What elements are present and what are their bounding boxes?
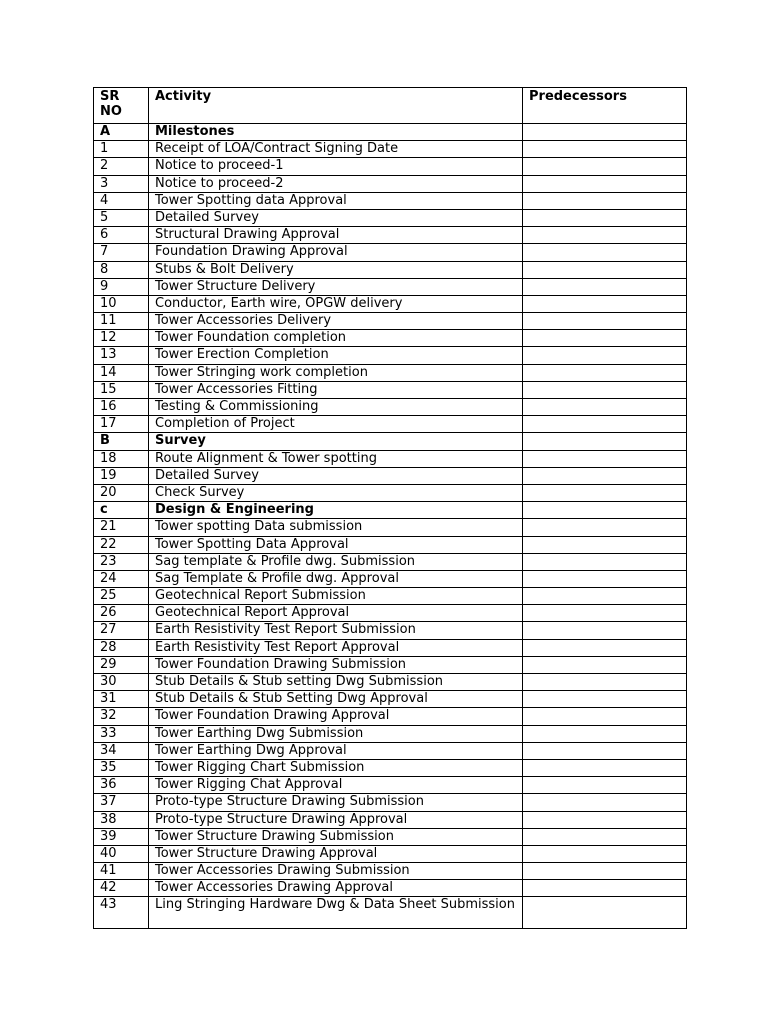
activity-cell: Design & Engineering bbox=[149, 502, 523, 519]
activity-cell: Receipt of LOA/Contract Signing Date bbox=[149, 141, 523, 158]
predecessors-cell bbox=[523, 845, 687, 862]
sr-no-cell: B bbox=[94, 433, 149, 450]
table-row bbox=[94, 777, 687, 794]
sr-no-cell: 33 bbox=[94, 725, 149, 742]
predecessors-cell bbox=[523, 553, 687, 570]
table-row bbox=[94, 450, 687, 467]
activity-cell: Milestones bbox=[149, 124, 523, 141]
predecessors-cell bbox=[523, 175, 687, 192]
sr-no-cell: 31 bbox=[94, 691, 149, 708]
sr-no-cell: 12 bbox=[94, 330, 149, 347]
predecessors-cell bbox=[523, 536, 687, 553]
activity-cell: Tower Earthing Dwg Approval bbox=[149, 742, 523, 759]
sr-no-cell: 30 bbox=[94, 674, 149, 691]
activity-cell: Structural Drawing Approval bbox=[149, 227, 523, 244]
table-row bbox=[94, 244, 687, 261]
table-row bbox=[94, 519, 687, 536]
predecessors-cell bbox=[523, 192, 687, 209]
activity-cell: Stub Details & Stub Setting Dwg Approval bbox=[149, 691, 523, 708]
activity-cell: Tower Foundation Drawing Approval bbox=[149, 708, 523, 725]
sr-no-cell: 22 bbox=[94, 536, 149, 553]
predecessors-cell bbox=[523, 725, 687, 742]
activity-cell: Stubs & Bolt Delivery bbox=[149, 261, 523, 278]
predecessors-cell bbox=[523, 399, 687, 416]
table-header-row bbox=[94, 88, 687, 124]
sr-no-cell: 14 bbox=[94, 364, 149, 381]
sr-no-cell: 20 bbox=[94, 484, 149, 501]
table-row bbox=[94, 845, 687, 862]
predecessors-cell bbox=[523, 691, 687, 708]
activity-cell: Earth Resistivity Test Report Approval bbox=[149, 639, 523, 656]
table-row bbox=[94, 209, 687, 226]
predecessors-cell bbox=[523, 777, 687, 794]
sr-no-cell: A bbox=[94, 124, 149, 141]
sr-no-cell: 8 bbox=[94, 261, 149, 278]
predecessors-cell bbox=[523, 416, 687, 433]
predecessors-cell bbox=[523, 381, 687, 398]
sr-no-cell: 5 bbox=[94, 209, 149, 226]
predecessors-cell bbox=[523, 244, 687, 261]
activity-cell: Geotechnical Report Submission bbox=[149, 588, 523, 605]
sr-no-cell: 39 bbox=[94, 828, 149, 845]
activity-cell: Tower Stringing work completion bbox=[149, 364, 523, 381]
activity-cell: Testing & Commissioning bbox=[149, 399, 523, 416]
sr-no-cell: 18 bbox=[94, 450, 149, 467]
sr-no-cell: 42 bbox=[94, 880, 149, 897]
sr-no-cell: 40 bbox=[94, 845, 149, 862]
table-row bbox=[94, 759, 687, 776]
activity-cell: Sag Template & Profile dwg. Approval bbox=[149, 570, 523, 587]
activity-cell: Tower Spotting data Approval bbox=[149, 192, 523, 209]
predecessors-cell bbox=[523, 759, 687, 776]
activity-cell: Tower Rigging Chart Submission bbox=[149, 759, 523, 776]
predecessors-cell bbox=[523, 708, 687, 725]
predecessors-cell bbox=[523, 897, 687, 929]
sr-no-cell: 25 bbox=[94, 588, 149, 605]
table-row bbox=[94, 278, 687, 295]
sr-no-cell: 7 bbox=[94, 244, 149, 261]
predecessors-cell bbox=[523, 742, 687, 759]
predecessors-cell bbox=[523, 588, 687, 605]
sr-no-cell: 36 bbox=[94, 777, 149, 794]
sr-no-cell: 24 bbox=[94, 570, 149, 587]
activity-cell: Ling Stringing Hardware Dwg & Data Sheet Submission bbox=[149, 897, 523, 929]
table-row bbox=[94, 141, 687, 158]
sr-no-cell: 21 bbox=[94, 519, 149, 536]
predecessors-cell bbox=[523, 570, 687, 587]
sr-no-cell: 27 bbox=[94, 622, 149, 639]
sr-no-cell: 4 bbox=[94, 192, 149, 209]
predecessors-cell bbox=[523, 605, 687, 622]
sr-no-cell: 17 bbox=[94, 416, 149, 433]
table-row bbox=[94, 416, 687, 433]
table-row bbox=[94, 261, 687, 278]
predecessors-cell bbox=[523, 674, 687, 691]
table-section-row bbox=[94, 502, 687, 519]
predecessors-cell bbox=[523, 295, 687, 312]
header-predecessors: Predecessors bbox=[523, 88, 687, 124]
predecessors-cell bbox=[523, 484, 687, 501]
table-row bbox=[94, 674, 687, 691]
table-row bbox=[94, 158, 687, 175]
sr-no-cell: 32 bbox=[94, 708, 149, 725]
table-row bbox=[94, 484, 687, 501]
predecessors-cell bbox=[523, 502, 687, 519]
predecessors-cell bbox=[523, 313, 687, 330]
table-row bbox=[94, 605, 687, 622]
predecessors-cell bbox=[523, 639, 687, 656]
table-row bbox=[94, 295, 687, 312]
predecessors-cell bbox=[523, 209, 687, 226]
activity-cell: Tower Structure Drawing Submission bbox=[149, 828, 523, 845]
table-body bbox=[94, 88, 687, 929]
sr-no-cell: 6 bbox=[94, 227, 149, 244]
table-row bbox=[94, 828, 687, 845]
activity-cell: Detailed Survey bbox=[149, 467, 523, 484]
sr-no-cell: c bbox=[94, 502, 149, 519]
table-row bbox=[94, 536, 687, 553]
predecessors-cell bbox=[523, 467, 687, 484]
activity-cell: Notice to proceed-2 bbox=[149, 175, 523, 192]
activity-cell: Tower Foundation completion bbox=[149, 330, 523, 347]
table-row bbox=[94, 639, 687, 656]
sr-no-cell: 19 bbox=[94, 467, 149, 484]
table-row bbox=[94, 347, 687, 364]
activity-cell: Tower Erection Completion bbox=[149, 347, 523, 364]
activity-cell: Route Alignment & Tower spotting bbox=[149, 450, 523, 467]
table-row bbox=[94, 691, 687, 708]
predecessors-cell bbox=[523, 330, 687, 347]
activity-cell: Notice to proceed-1 bbox=[149, 158, 523, 175]
table-row bbox=[94, 175, 687, 192]
sr-no-cell: 29 bbox=[94, 656, 149, 673]
table-row bbox=[94, 364, 687, 381]
predecessors-cell bbox=[523, 261, 687, 278]
predecessors-cell bbox=[523, 828, 687, 845]
activity-cell: Tower Accessories Fitting bbox=[149, 381, 523, 398]
table-row bbox=[94, 467, 687, 484]
sr-no-cell: 38 bbox=[94, 811, 149, 828]
activity-cell: Survey bbox=[149, 433, 523, 450]
table-row bbox=[94, 897, 687, 929]
sr-no-cell: 10 bbox=[94, 295, 149, 312]
table-row bbox=[94, 570, 687, 587]
activity-cell: Proto-type Structure Drawing Submission bbox=[149, 794, 523, 811]
table-row bbox=[94, 588, 687, 605]
table-row bbox=[94, 811, 687, 828]
table-row bbox=[94, 794, 687, 811]
table-row bbox=[94, 399, 687, 416]
activity-cell: Tower spotting Data submission bbox=[149, 519, 523, 536]
activity-cell: Tower Earthing Dwg Submission bbox=[149, 725, 523, 742]
predecessors-cell bbox=[523, 519, 687, 536]
predecessors-cell bbox=[523, 433, 687, 450]
sr-no-cell: 26 bbox=[94, 605, 149, 622]
predecessors-cell bbox=[523, 141, 687, 158]
predecessors-cell bbox=[523, 227, 687, 244]
table-row bbox=[94, 313, 687, 330]
sr-no-cell: 23 bbox=[94, 553, 149, 570]
predecessors-cell bbox=[523, 656, 687, 673]
activity-cell: Sag template & Profile dwg. Submission bbox=[149, 553, 523, 570]
activity-cell: Tower Structure Drawing Approval bbox=[149, 845, 523, 862]
sr-no-cell: 9 bbox=[94, 278, 149, 295]
activity-schedule-table bbox=[93, 87, 687, 929]
sr-no-cell: 37 bbox=[94, 794, 149, 811]
sr-no-cell: 2 bbox=[94, 158, 149, 175]
table-row bbox=[94, 330, 687, 347]
sr-no-cell: 13 bbox=[94, 347, 149, 364]
predecessors-cell bbox=[523, 158, 687, 175]
predecessors-cell bbox=[523, 863, 687, 880]
predecessors-cell bbox=[523, 450, 687, 467]
table-row bbox=[94, 192, 687, 209]
table-row bbox=[94, 742, 687, 759]
header-activity: Activity bbox=[149, 88, 523, 124]
activity-cell: Tower Foundation Drawing Submission bbox=[149, 656, 523, 673]
sr-no-cell: 11 bbox=[94, 313, 149, 330]
predecessors-cell bbox=[523, 347, 687, 364]
sr-no-cell: 28 bbox=[94, 639, 149, 656]
predecessors-cell bbox=[523, 811, 687, 828]
predecessors-cell bbox=[523, 794, 687, 811]
sr-no-cell: 35 bbox=[94, 759, 149, 776]
activity-cell: Tower Structure Delivery bbox=[149, 278, 523, 295]
activity-cell: Geotechnical Report Approval bbox=[149, 605, 523, 622]
predecessors-cell bbox=[523, 278, 687, 295]
table-row bbox=[94, 708, 687, 725]
sr-no-cell: 41 bbox=[94, 863, 149, 880]
activity-cell: Stub Details & Stub setting Dwg Submission bbox=[149, 674, 523, 691]
table-row bbox=[94, 656, 687, 673]
table-row bbox=[94, 725, 687, 742]
activity-cell: Check Survey bbox=[149, 484, 523, 501]
activity-cell: Tower Rigging Chat Approval bbox=[149, 777, 523, 794]
predecessors-cell bbox=[523, 124, 687, 141]
sr-no-cell: 3 bbox=[94, 175, 149, 192]
table-row bbox=[94, 227, 687, 244]
sr-no-cell: 1 bbox=[94, 141, 149, 158]
table-row bbox=[94, 381, 687, 398]
activity-cell: Proto-type Structure Drawing Approval bbox=[149, 811, 523, 828]
sr-no-cell: 34 bbox=[94, 742, 149, 759]
activity-cell: Detailed Survey bbox=[149, 209, 523, 226]
header-sr-no: SR NO bbox=[94, 88, 149, 124]
activity-cell: Earth Resistivity Test Report Submission bbox=[149, 622, 523, 639]
activity-cell: Foundation Drawing Approval bbox=[149, 244, 523, 261]
sr-no-cell: 43 bbox=[94, 897, 149, 929]
table-row bbox=[94, 863, 687, 880]
table-row bbox=[94, 622, 687, 639]
sr-no-cell: 16 bbox=[94, 399, 149, 416]
table-section-row bbox=[94, 433, 687, 450]
activity-cell: Tower Accessories Delivery bbox=[149, 313, 523, 330]
activity-cell: Tower Accessories Drawing Approval bbox=[149, 880, 523, 897]
table-section-row bbox=[94, 124, 687, 141]
activity-cell: Completion of Project bbox=[149, 416, 523, 433]
predecessors-cell bbox=[523, 880, 687, 897]
activity-cell: Conductor, Earth wire, OPGW delivery bbox=[149, 295, 523, 312]
predecessors-cell bbox=[523, 622, 687, 639]
predecessors-cell bbox=[523, 364, 687, 381]
table-row bbox=[94, 553, 687, 570]
activity-cell: Tower Accessories Drawing Submission bbox=[149, 863, 523, 880]
table-row bbox=[94, 880, 687, 897]
activity-cell: Tower Spotting Data Approval bbox=[149, 536, 523, 553]
sr-no-cell: 15 bbox=[94, 381, 149, 398]
